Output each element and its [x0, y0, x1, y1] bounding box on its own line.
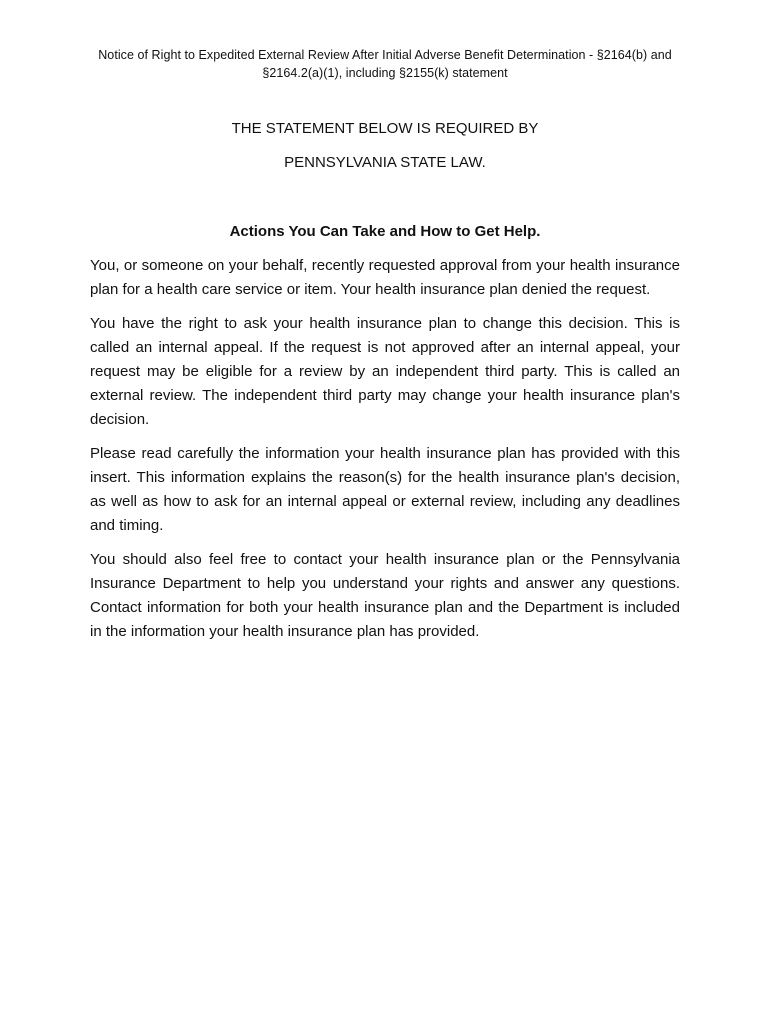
- page-header: Notice of Right to Expedited External Review After Initial Adverse Benefit Determination - §2164(b) and §2164.2(a)(1), including §2155(k) statement: [98, 48, 672, 80]
- required-statement-line-1: THE STATEMENT BELOW IS REQUIRED BY: [231, 120, 539, 137]
- paragraph-contact-help: You should also feel free to contact your health insurance plan or the Pennsylvania Insurance Department to help you understand your rights and answer any questions. Contact information for both your health insurance plan and the Department is included in the information your health insurance plan has provided.: [90, 551, 680, 640]
- paragraph-request-denied: You, or someone on your behalf, recently requested approval from your health insurance plan for a health care service or item. Your health insurance plan denied the request.: [90, 257, 680, 298]
- paragraph-appeal-rights: You have the right to ask your health insurance plan to change this decision. This is called an internal appeal. If the request is not approved after an internal appeal, your request may be eligible for a review by an independent third party. This is called an external review. The independent third party may change your health insurance plan's decision.: [90, 315, 680, 428]
- paragraph-read-information: Please read carefully the information your health insurance plan has provided with this insert. This information explains the reason(s) for the health insurance plan's decision, as well as how to ask for an internal appeal or external review, including any deadlines and timing.: [90, 445, 680, 534]
- section-body: [90, 254, 680, 654]
- required-statement-line-2: PENNSYLVANIA STATE LAW.: [284, 154, 486, 171]
- section-heading: Actions You Can Take and How to Get Help.: [229, 223, 541, 240]
